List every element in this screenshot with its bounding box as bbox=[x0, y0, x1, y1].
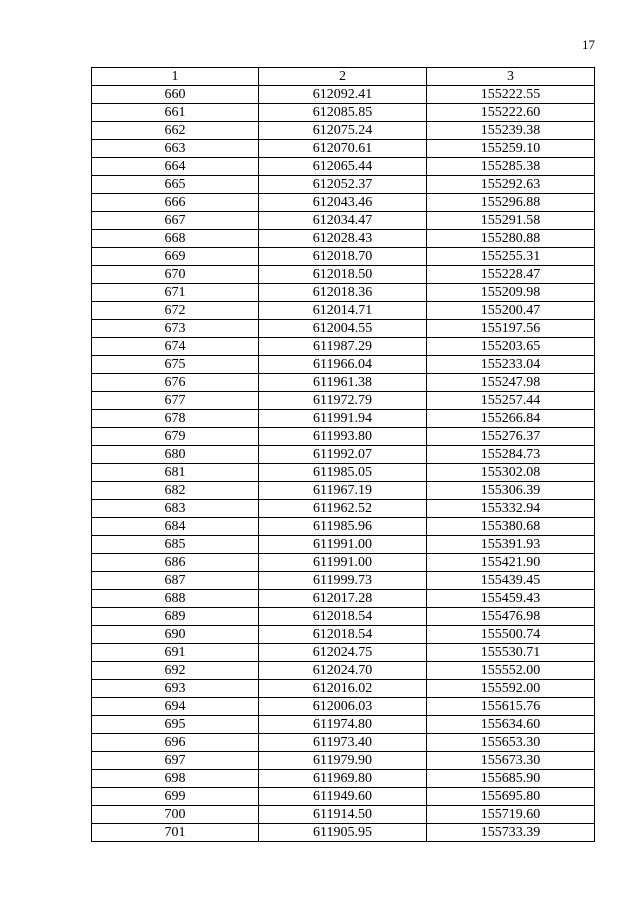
cell-point-number: 681 bbox=[92, 464, 259, 482]
table-row bbox=[92, 392, 595, 410]
cell-point-number: 673 bbox=[92, 320, 259, 338]
cell-x-coordinate: 611992.07 bbox=[259, 446, 427, 464]
cell-x-coordinate: 612028.43 bbox=[259, 230, 427, 248]
cell-x-coordinate: 611905.95 bbox=[259, 824, 427, 842]
cell-point-number: 700 bbox=[92, 806, 259, 824]
cell-point-number: 691 bbox=[92, 644, 259, 662]
cell-point-number: 689 bbox=[92, 608, 259, 626]
table-row bbox=[92, 482, 595, 500]
cell-x-coordinate: 611969.80 bbox=[259, 770, 427, 788]
cell-x-coordinate: 612018.54 bbox=[259, 626, 427, 644]
cell-x-coordinate: 612065.44 bbox=[259, 158, 427, 176]
table-body bbox=[92, 86, 595, 842]
cell-y-coordinate: 155634.60 bbox=[427, 716, 595, 734]
cell-y-coordinate: 155439.45 bbox=[427, 572, 595, 590]
cell-point-number: 687 bbox=[92, 572, 259, 590]
cell-point-number: 694 bbox=[92, 698, 259, 716]
table-row bbox=[92, 446, 595, 464]
table-row bbox=[92, 590, 595, 608]
cell-x-coordinate: 611966.04 bbox=[259, 356, 427, 374]
table-row bbox=[92, 770, 595, 788]
cell-y-coordinate: 155695.80 bbox=[427, 788, 595, 806]
cell-point-number: 676 bbox=[92, 374, 259, 392]
table-row bbox=[92, 176, 595, 194]
column-header-y: 3 bbox=[427, 68, 595, 86]
cell-point-number: 692 bbox=[92, 662, 259, 680]
cell-x-coordinate: 611991.00 bbox=[259, 554, 427, 572]
cell-y-coordinate: 155592.00 bbox=[427, 680, 595, 698]
cell-point-number: 662 bbox=[92, 122, 259, 140]
cell-x-coordinate: 611962.52 bbox=[259, 500, 427, 518]
table-row bbox=[92, 356, 595, 374]
cell-y-coordinate: 155197.56 bbox=[427, 320, 595, 338]
cell-y-coordinate: 155259.10 bbox=[427, 140, 595, 158]
cell-y-coordinate: 155552.00 bbox=[427, 662, 595, 680]
cell-y-coordinate: 155380.68 bbox=[427, 518, 595, 536]
cell-y-coordinate: 155291.58 bbox=[427, 212, 595, 230]
cell-x-coordinate: 612034.47 bbox=[259, 212, 427, 230]
table-row bbox=[92, 158, 595, 176]
table-row bbox=[92, 212, 595, 230]
cell-y-coordinate: 155733.39 bbox=[427, 824, 595, 842]
table-row bbox=[92, 680, 595, 698]
table-row bbox=[92, 698, 595, 716]
cell-y-coordinate: 155285.38 bbox=[427, 158, 595, 176]
cell-y-coordinate: 155332.94 bbox=[427, 500, 595, 518]
cell-x-coordinate: 611961.38 bbox=[259, 374, 427, 392]
cell-x-coordinate: 611979.90 bbox=[259, 752, 427, 770]
cell-x-coordinate: 612004.55 bbox=[259, 320, 427, 338]
cell-y-coordinate: 155228.47 bbox=[427, 266, 595, 284]
cell-point-number: 666 bbox=[92, 194, 259, 212]
cell-y-coordinate: 155266.84 bbox=[427, 410, 595, 428]
cell-y-coordinate: 155685.90 bbox=[427, 770, 595, 788]
table-row bbox=[92, 194, 595, 212]
cell-x-coordinate: 612070.61 bbox=[259, 140, 427, 158]
cell-x-coordinate: 611993.80 bbox=[259, 428, 427, 446]
table-row bbox=[92, 806, 595, 824]
cell-point-number: 679 bbox=[92, 428, 259, 446]
table-row bbox=[92, 608, 595, 626]
cell-x-coordinate: 612052.37 bbox=[259, 176, 427, 194]
cell-point-number: 675 bbox=[92, 356, 259, 374]
cell-x-coordinate: 611987.29 bbox=[259, 338, 427, 356]
cell-y-coordinate: 155421.90 bbox=[427, 554, 595, 572]
table-row bbox=[92, 500, 595, 518]
cell-y-coordinate: 155280.88 bbox=[427, 230, 595, 248]
cell-x-coordinate: 612085.85 bbox=[259, 104, 427, 122]
table-row bbox=[92, 572, 595, 590]
cell-point-number: 685 bbox=[92, 536, 259, 554]
cell-point-number: 670 bbox=[92, 266, 259, 284]
cell-point-number: 664 bbox=[92, 158, 259, 176]
table-row bbox=[92, 248, 595, 266]
cell-y-coordinate: 155239.38 bbox=[427, 122, 595, 140]
page-number: 17 bbox=[582, 37, 595, 52]
cell-x-coordinate: 612016.02 bbox=[259, 680, 427, 698]
cell-y-coordinate: 155459.43 bbox=[427, 590, 595, 608]
table-row bbox=[92, 104, 595, 122]
cell-y-coordinate: 155257.44 bbox=[427, 392, 595, 410]
cell-point-number: 699 bbox=[92, 788, 259, 806]
header-row bbox=[92, 68, 595, 86]
table-row bbox=[92, 140, 595, 158]
table-row bbox=[92, 320, 595, 338]
cell-y-coordinate: 155500.74 bbox=[427, 626, 595, 644]
cell-y-coordinate: 155284.73 bbox=[427, 446, 595, 464]
cell-point-number: 665 bbox=[92, 176, 259, 194]
table-header bbox=[92, 68, 595, 86]
cell-y-coordinate: 155653.30 bbox=[427, 734, 595, 752]
table-row bbox=[92, 86, 595, 104]
cell-y-coordinate: 155391.93 bbox=[427, 536, 595, 554]
cell-y-coordinate: 155292.63 bbox=[427, 176, 595, 194]
table-row bbox=[92, 428, 595, 446]
cell-point-number: 668 bbox=[92, 230, 259, 248]
cell-point-number: 698 bbox=[92, 770, 259, 788]
cell-y-coordinate: 155673.30 bbox=[427, 752, 595, 770]
table-row bbox=[92, 662, 595, 680]
table-row bbox=[92, 824, 595, 842]
table-row bbox=[92, 626, 595, 644]
table-row bbox=[92, 554, 595, 572]
cell-y-coordinate: 155276.37 bbox=[427, 428, 595, 446]
table-row bbox=[92, 122, 595, 140]
cell-x-coordinate: 612006.03 bbox=[259, 698, 427, 716]
table-row bbox=[92, 338, 595, 356]
cell-y-coordinate: 155476.98 bbox=[427, 608, 595, 626]
cell-x-coordinate: 611914.50 bbox=[259, 806, 427, 824]
cell-point-number: 701 bbox=[92, 824, 259, 842]
cell-x-coordinate: 612092.41 bbox=[259, 86, 427, 104]
cell-x-coordinate: 612075.24 bbox=[259, 122, 427, 140]
table-row bbox=[92, 788, 595, 806]
cell-y-coordinate: 155719.60 bbox=[427, 806, 595, 824]
cell-x-coordinate: 611949.60 bbox=[259, 788, 427, 806]
table-row bbox=[92, 266, 595, 284]
cell-x-coordinate: 612024.70 bbox=[259, 662, 427, 680]
cell-point-number: 695 bbox=[92, 716, 259, 734]
cell-y-coordinate: 155302.08 bbox=[427, 464, 595, 482]
cell-x-coordinate: 611985.96 bbox=[259, 518, 427, 536]
cell-point-number: 690 bbox=[92, 626, 259, 644]
cell-x-coordinate: 611991.00 bbox=[259, 536, 427, 554]
cell-point-number: 669 bbox=[92, 248, 259, 266]
table-row bbox=[92, 302, 595, 320]
column-header-number: 1 bbox=[92, 68, 259, 86]
cell-point-number: 671 bbox=[92, 284, 259, 302]
cell-x-coordinate: 612024.75 bbox=[259, 644, 427, 662]
table-row bbox=[92, 410, 595, 428]
table-row bbox=[92, 716, 595, 734]
table-row bbox=[92, 518, 595, 536]
cell-x-coordinate: 612017.28 bbox=[259, 590, 427, 608]
cell-y-coordinate: 155530.71 bbox=[427, 644, 595, 662]
table-row bbox=[92, 752, 595, 770]
table-row bbox=[92, 284, 595, 302]
cell-point-number: 677 bbox=[92, 392, 259, 410]
cell-y-coordinate: 155255.31 bbox=[427, 248, 595, 266]
cell-x-coordinate: 611972.79 bbox=[259, 392, 427, 410]
cell-x-coordinate: 611973.40 bbox=[259, 734, 427, 752]
cell-point-number: 663 bbox=[92, 140, 259, 158]
table-row bbox=[92, 644, 595, 662]
cell-point-number: 667 bbox=[92, 212, 259, 230]
table-row bbox=[92, 464, 595, 482]
cell-point-number: 680 bbox=[92, 446, 259, 464]
cell-x-coordinate: 612043.46 bbox=[259, 194, 427, 212]
cell-point-number: 686 bbox=[92, 554, 259, 572]
cell-y-coordinate: 155209.98 bbox=[427, 284, 595, 302]
cell-y-coordinate: 155233.04 bbox=[427, 356, 595, 374]
cell-point-number: 688 bbox=[92, 590, 259, 608]
cell-point-number: 682 bbox=[92, 482, 259, 500]
cell-point-number: 697 bbox=[92, 752, 259, 770]
cell-y-coordinate: 155615.76 bbox=[427, 698, 595, 716]
cell-x-coordinate: 612018.70 bbox=[259, 248, 427, 266]
cell-x-coordinate: 612018.54 bbox=[259, 608, 427, 626]
column-header-x: 2 bbox=[259, 68, 427, 86]
cell-point-number: 696 bbox=[92, 734, 259, 752]
cell-point-number: 660 bbox=[92, 86, 259, 104]
cell-point-number: 661 bbox=[92, 104, 259, 122]
cell-x-coordinate: 611991.94 bbox=[259, 410, 427, 428]
table-row bbox=[92, 374, 595, 392]
cell-x-coordinate: 612018.36 bbox=[259, 284, 427, 302]
table-row bbox=[92, 230, 595, 248]
cell-y-coordinate: 155222.60 bbox=[427, 104, 595, 122]
cell-point-number: 678 bbox=[92, 410, 259, 428]
cell-point-number: 693 bbox=[92, 680, 259, 698]
cell-point-number: 683 bbox=[92, 500, 259, 518]
coordinates-table bbox=[91, 67, 595, 842]
cell-x-coordinate: 612014.71 bbox=[259, 302, 427, 320]
cell-point-number: 674 bbox=[92, 338, 259, 356]
cell-x-coordinate: 611974.80 bbox=[259, 716, 427, 734]
cell-y-coordinate: 155296.88 bbox=[427, 194, 595, 212]
cell-x-coordinate: 612018.50 bbox=[259, 266, 427, 284]
cell-y-coordinate: 155200.47 bbox=[427, 302, 595, 320]
cell-y-coordinate: 155203.65 bbox=[427, 338, 595, 356]
cell-x-coordinate: 611967.19 bbox=[259, 482, 427, 500]
table-row bbox=[92, 536, 595, 554]
cell-point-number: 672 bbox=[92, 302, 259, 320]
table-row bbox=[92, 734, 595, 752]
cell-y-coordinate: 155222.55 bbox=[427, 86, 595, 104]
cell-y-coordinate: 155247.98 bbox=[427, 374, 595, 392]
cell-x-coordinate: 611985.05 bbox=[259, 464, 427, 482]
cell-point-number: 684 bbox=[92, 518, 259, 536]
cell-x-coordinate: 611999.73 bbox=[259, 572, 427, 590]
cell-y-coordinate: 155306.39 bbox=[427, 482, 595, 500]
